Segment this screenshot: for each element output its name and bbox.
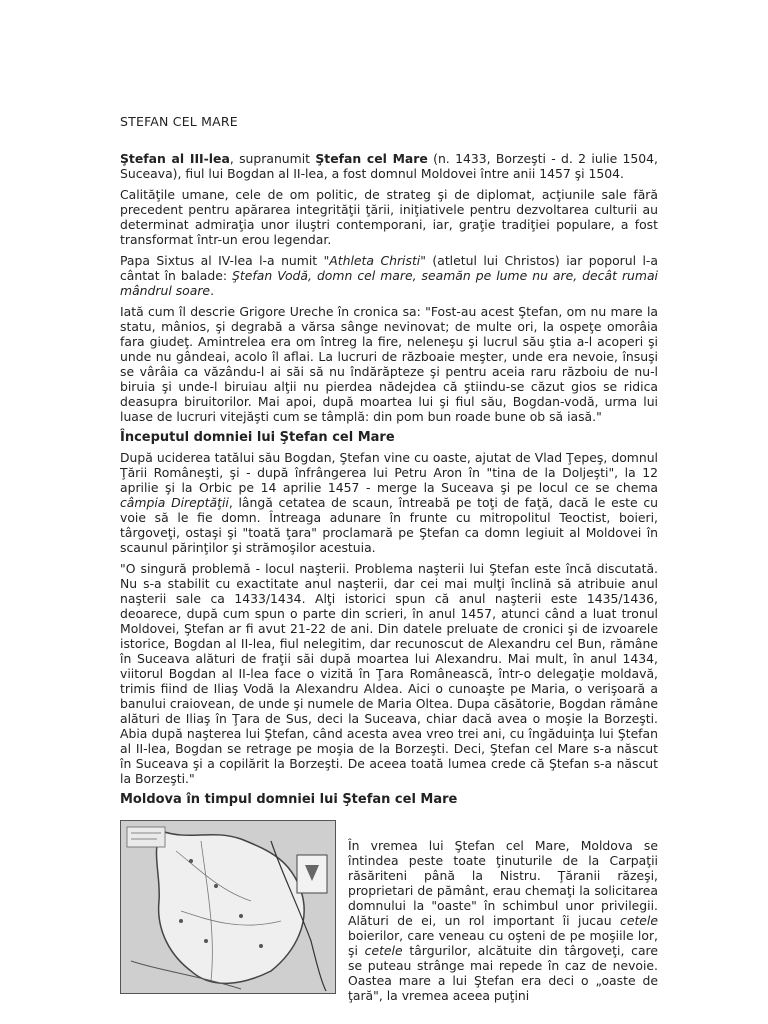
ruler-epithet: Ştefan cel Mare [315,151,428,166]
moldova-paragraph [348,838,658,1003]
pope-paragraph [120,253,658,298]
heading-moldova: Moldova în timpul domniei lui Ştefan cel Mare [120,792,458,807]
moldova-text-1: În vremea lui Ştefan cel Mare, Moldova se întindea peste toate ţinuturile de la Carpaţii răsăriteni până la Nistru. Ţăranii răzeşi, proprietari de pământ, erau chemaţi la solicitarea domnului la "oaste" în schimbul unor privilegii. Alături de ei, un rol important îi jucau [348,838,658,928]
document-title: STEFAN CEL MARE [120,114,238,129]
campia-direptatii: câmpia Direptăţii [120,495,229,510]
cetele-2: cetele [364,943,403,958]
intro-text-1: , supranumit [229,151,316,166]
ballad-quote: Ştefan Vodă, domn cel mare, seamăn pe lume nu are, decât rumai mândrul soare [120,268,658,298]
cetele-1: cetele [620,913,658,928]
pope-text-2: " (atletul lui Christos) iar poporul l-a cântat în balade: [120,253,658,283]
reign-start-text-2: , lângă cetatea de scaun, întreabă pe toţi de faţă, dacă le este cu voie să le fie domn. Întreaga adunare în frunte cu mitropolitul Teoctist, boieri, târgoveţi, ostaşi şi "toată ţara" proclamară pe Ştefan ca domn legiuit al Moldovei în scaunul părinţilor şi strămoşilor acestuia. [120,495,659,555]
athleta-christi: Athleta Christi [329,253,421,268]
moldova-text-3: târgurilor, alcătuite din târgoveţi, care se puteau strânge mai repede în caz de nevoie. Oastea mare a lui Ştefan era deci o „oaste de ţară", la vremea aceea puţini [348,943,658,1003]
birthplace-paragraph: "O singură problemă - locul naşterii. Problema naşterii lui Ştefan este încă discutată. Nu s-a stabilit cu exactitate anul naşterii, dar cei mai mulţi înclină să atribuie anul naşterii sale ca 1433/1434. Alţi istorici spun că anul naşterii este 1435/1436, deoarece, după cum spun o parte din scrieri, în anul 1457, atunci când a luat tronul Moldovei, Ştefan ar fi avut 21-22 de ani. Din datele preluate de cronici şi de izvoarele istorice, Bogdan al II-lea, fiul nelegitim, dar recunoscut de Alexandru cel Bun, rămâne în Suceava alături de fraţii săi după moartea lui Alexandru. Mai mult, în anul 1434, viitorul Bogdan al II-lea face o vizită în Ţara Românească, într-o delegaţie moldavă, trimis fiind de Iliaş Vodă la Alexandru Aldea. Aici o cunoaşte pe Maria, o verişoară a banului craiovean, de unde şi numele de Maria Oltea. Dupa căsătorie, Bogdan rămâne alături de Iliaş în Ţara de Sus, deci la Suceava, chiar dacă avea o moşie la Borzeşti. Abia după naşterea lui Ştefan, când acesta avea vreo trei ani, cu îngăduinţa lui Ştefan al II-lea, Bogdan se retrage pe moşia de la Borzeşti. Deci, Ştefan cel Mare s-a născut în Suceava şi a copilărit la Borzeşti. De aceea toată lumea crede că Ştefan s-a născut la Borzeşti." [120,561,658,786]
ruler-name: Ştefan al III-lea [120,151,230,166]
ureche-paragraph: Iată cum îl descrie Grigore Ureche în cronica sa: "Fost-au acest Ştefan, om nu mare la statu, mânios, şi degrabă a vărsa sânge nevinovat; de multe ori, la ospeţe omorâia fara giudeţ. Amintrelea era om întreg la fire, neleneşu şi lucrul său ştia a-l acoperi şi unde nu gândeai, acolo îl aflai. La lucruri de războaie meşter, unde era nevoie, însuşi se vârâia ca văzându-l ai săi să nu îndărăpteze şi pentru aceia raru războiu de nu-l biruia şi unde-l biruiau alţii nu pierdea nădejdea că ştiindu-se căzut gios se ridica deasupra biruitorilor. Mai apoi, după moartea lui şi fiul său, Bogdan-vodă, urma lui luase de lucruri vitejăşti cum se tâmplă: din pom bun roade bune ob să iasă." [120,304,658,424]
pope-text-1: Papa Sixtus al IV-lea l-a numit " [120,253,330,268]
map-drawing [121,821,335,993]
pope-text-3: . [210,283,215,298]
moldova-section [120,812,658,1012]
moldova-text [348,838,658,1003]
heading-reign-start: Începutul domniei lui Ştefan cel Mare [120,430,395,445]
moldova-text-2: boierilor, care veneau cu oşteni de pe moşiile lor, şi [348,928,658,958]
reign-start-paragraph [120,450,658,555]
intro-paragraph [120,151,658,181]
reign-start-text-1: După uciderea tatălui său Bogdan, Ştefan vine cu oaste, ajutat de Vlad Ţepeş, domnul Ţării Româneşti, şi - după înfrângerea lui Petru Aron în "tina de la Doljeşti", la 12 aprilie şi la Orbic pe 14 aprilie 1457 - merge la Suceava şi pe locul ce se chema [120,450,658,495]
historical-map-image [120,820,336,994]
document-body [120,114,658,1012]
qualities-paragraph: Calităţile umane, cele de om politic, de strateg şi de diplomat, acţiunile sale fără precedent pentru apărarea integrităţii ţării, iniţiativele pentru dezvoltarea culturii au determinat admiraţia unor iluştri contemporani, iar, graţie tradiţiei populare, a fost transformat într-un erou legendar. [120,187,658,247]
intro-text-2: (n. 1433, Borzeşti - d. 2 iulie 1504, Suceava), fiul lui Bogdan al II-lea, a fost domnul Moldovei între anii 1457 şi 1504. [120,151,658,181]
